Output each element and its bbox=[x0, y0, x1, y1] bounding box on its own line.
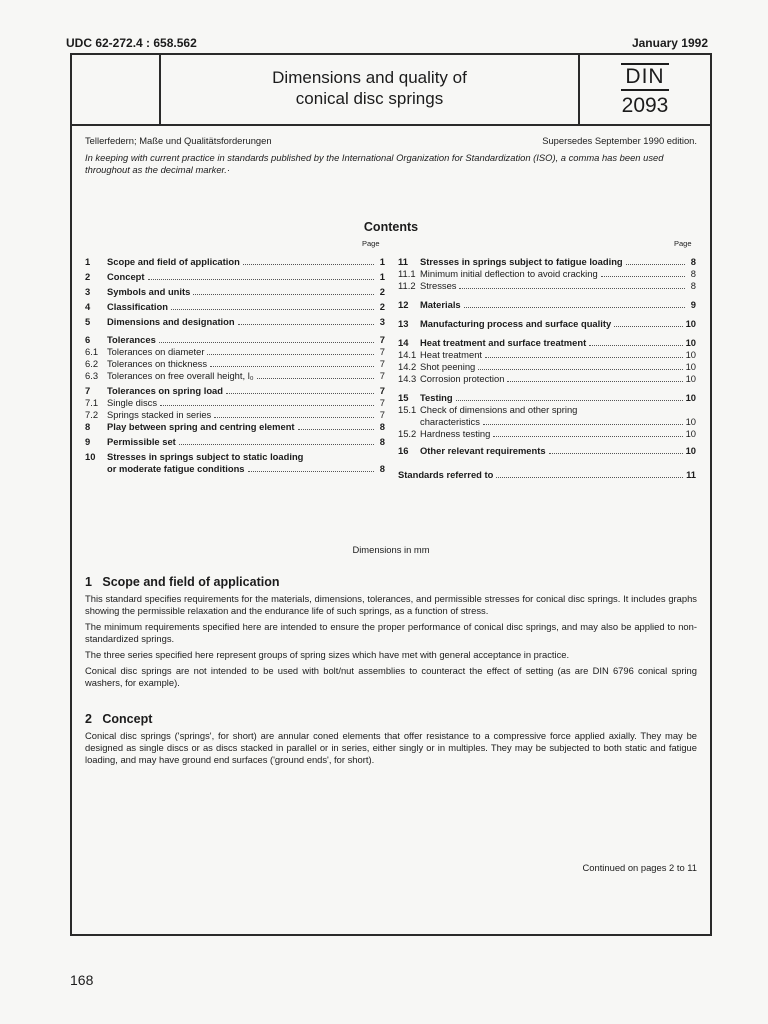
toc-num: 15.1 bbox=[398, 404, 417, 415]
toc-num: 14.2 bbox=[398, 361, 417, 372]
toc-item[interactable] bbox=[398, 337, 696, 349]
toc-num: 14.1 bbox=[398, 349, 417, 360]
toc-page: 10 bbox=[685, 337, 696, 348]
toc-right-column bbox=[398, 256, 696, 481]
page-column-label-right: Page bbox=[674, 239, 692, 248]
toc-page: 3 bbox=[379, 316, 385, 327]
toc-num: 10 bbox=[85, 451, 96, 462]
toc-text: Corrosion protection bbox=[420, 373, 505, 384]
section-1-paragraph: This standard specifies requirements for the materials, dimensions, tolerances, and permissible stresses for conical disc springs. It includes graphs showing the permissible relaxation and the endurance life of such springs, as a function of stress. bbox=[85, 593, 697, 616]
toc-page: 7 bbox=[379, 409, 385, 420]
toc-item[interactable] bbox=[85, 421, 385, 436]
toc-num: 6 bbox=[85, 334, 91, 345]
toc-item[interactable] bbox=[85, 316, 385, 331]
toc-text: Stresses in springs subject to static loading bbox=[107, 451, 304, 462]
dot-leader bbox=[493, 436, 682, 437]
toc-item[interactable] bbox=[85, 271, 385, 286]
section-1-paragraph: The three series specified here represent groups of spring sizes which have met with general acceptance in practice. bbox=[85, 649, 570, 660]
german-title: Tellerfedern; Maße und Qualitätsforderungen bbox=[85, 135, 272, 146]
dot-leader bbox=[601, 276, 685, 277]
toc-text: Dimensions and designation bbox=[107, 316, 235, 327]
toc-text: Springs stacked in series bbox=[107, 409, 212, 420]
dot-leader bbox=[483, 424, 683, 425]
dot-leader bbox=[159, 342, 374, 343]
contents-heading: Contents bbox=[363, 220, 419, 234]
toc-num: 7.1 bbox=[85, 397, 99, 408]
toc-num: 13 bbox=[398, 318, 409, 329]
toc-text: Manufacturing process and surface quality bbox=[420, 318, 612, 329]
dot-leader bbox=[248, 471, 374, 472]
toc-text: Heat treatment bbox=[420, 349, 483, 360]
toc-item[interactable] bbox=[398, 280, 696, 292]
issue-date: January 1992 bbox=[631, 36, 708, 50]
toc-page: 7 bbox=[379, 385, 385, 396]
toc-text: Tolerances on diameter bbox=[107, 346, 205, 357]
dot-leader bbox=[193, 294, 374, 295]
toc-text: Standards referred to bbox=[398, 469, 494, 480]
toc-text: Symbols and units bbox=[107, 286, 191, 297]
continued-note: Continued on pages 2 to 11 bbox=[582, 862, 697, 873]
dot-leader bbox=[298, 429, 374, 430]
toc-page: 1 bbox=[379, 256, 385, 267]
dot-leader bbox=[507, 381, 682, 382]
section-1-heading: 1 Scope and field of application bbox=[85, 575, 280, 589]
toc-item[interactable] bbox=[85, 334, 385, 346]
toc-item[interactable] bbox=[398, 256, 696, 268]
toc-text: Concept bbox=[107, 271, 145, 282]
toc-page: 7 bbox=[379, 334, 385, 345]
toc-item[interactable] bbox=[398, 469, 696, 481]
document-title bbox=[161, 67, 578, 109]
toc-page: 1 bbox=[379, 271, 385, 282]
toc-page: 10 bbox=[685, 373, 696, 384]
dot-leader bbox=[160, 405, 374, 406]
dot-leader bbox=[626, 264, 685, 265]
toc-num: 9 bbox=[85, 436, 91, 447]
toc-num: 11 bbox=[398, 256, 408, 267]
toc-num: 14.3 bbox=[398, 373, 417, 384]
standard-number: 2093 bbox=[621, 94, 669, 117]
toc-num: 5 bbox=[85, 316, 91, 327]
toc-page: 2 bbox=[379, 286, 385, 297]
toc-item[interactable] bbox=[398, 392, 696, 404]
toc-page: 8 bbox=[379, 436, 385, 447]
toc-text: or moderate fatigue conditions bbox=[107, 463, 245, 474]
toc-text: Shot peening bbox=[420, 361, 476, 372]
toc-page: 7 bbox=[379, 397, 385, 408]
toc-item[interactable] bbox=[398, 428, 696, 440]
section-2-paragraph: Conical disc springs ('springs', for short) are annular coned elements that offer resistance to a compressive force applied axially. They may be designed as single discs or as discs stacked in parallel or in series, either singly or in multiples. They may be subjected to both static and fatigue loading, and may have ground end surfaces ('ground ends', for short). bbox=[85, 730, 697, 765]
toc-text: Check of dimensions and other spring bbox=[420, 404, 578, 415]
toc-text: Permissible set bbox=[107, 436, 176, 447]
toc-text: Testing bbox=[420, 392, 453, 403]
dot-leader bbox=[148, 279, 375, 280]
toc-item[interactable] bbox=[398, 373, 696, 385]
dot-leader bbox=[464, 307, 685, 308]
section-2 bbox=[85, 712, 697, 770]
toc-text: Heat treatment and surface treatment bbox=[420, 337, 587, 348]
dot-leader bbox=[459, 288, 685, 289]
toc-page: 11 bbox=[686, 469, 696, 480]
section-2-heading: 2 Concept bbox=[85, 712, 153, 726]
toc-text: Play between spring and centring element bbox=[107, 421, 295, 432]
toc-item[interactable] bbox=[398, 349, 696, 361]
toc-num: 11.1 bbox=[398, 268, 416, 279]
toc-item[interactable] bbox=[85, 436, 385, 451]
toc-num: 6.3 bbox=[85, 370, 99, 381]
toc-num: 16 bbox=[398, 445, 409, 456]
toc-page: 8 bbox=[379, 463, 385, 474]
toc-num: 7 bbox=[85, 385, 91, 396]
toc-page: 10 bbox=[685, 349, 696, 360]
toc-page: 8 bbox=[690, 268, 696, 279]
toc-num: 12 bbox=[398, 299, 409, 310]
toc-item[interactable] bbox=[85, 451, 385, 463]
dot-leader bbox=[171, 309, 374, 310]
toc-num: 2 bbox=[85, 271, 91, 282]
section-1-paragraph: The minimum requirements specified here are intended to ensure the proper performance of conical disc springs, and may also be applied to non-standardized springs. bbox=[85, 621, 697, 644]
dot-leader bbox=[179, 444, 374, 445]
toc-item[interactable] bbox=[85, 256, 385, 271]
document-frame bbox=[70, 53, 712, 936]
toc-text: Tolerances on free overall height, l₀ bbox=[107, 370, 254, 381]
page-number: 168 bbox=[70, 972, 94, 988]
toc-page: 10 bbox=[685, 445, 696, 456]
toc-num: 1 bbox=[85, 256, 91, 267]
toc-item[interactable] bbox=[85, 301, 385, 316]
toc-item[interactable] bbox=[85, 385, 385, 397]
dot-leader bbox=[243, 264, 374, 265]
dot-leader bbox=[549, 453, 683, 454]
dot-leader bbox=[207, 354, 374, 355]
dimensions-note: Dimensions in mm bbox=[352, 544, 430, 555]
toc-text: Materials bbox=[420, 299, 461, 310]
toc-item[interactable] bbox=[85, 346, 385, 358]
toc-text: Other relevant requirements bbox=[420, 445, 546, 456]
section-1-paragraph: Conical disc springs are not intended to be used with bolt/nut assemblies to counteract the effect of setting (as are DIN 6796 conical spring washers, for example). bbox=[85, 665, 697, 688]
toc-num: 14 bbox=[398, 337, 409, 348]
toc-text: Classification bbox=[107, 301, 168, 312]
toc-page: 2 bbox=[379, 301, 385, 312]
toc-num: 7.2 bbox=[85, 409, 99, 420]
decimal-marker-note: In keeping with current practice in standards published by the International Organization for Standardization (ISO), a comma has been used throughout as the decimal marker.· bbox=[85, 152, 664, 175]
toc-text: Scope and field of application bbox=[107, 256, 240, 267]
toc-item[interactable] bbox=[85, 409, 385, 421]
toc-text: characteristics bbox=[420, 416, 480, 427]
udc-code: UDC 62-272.4 : 658.562 bbox=[66, 36, 197, 50]
toc-page: 8 bbox=[379, 421, 385, 432]
dot-leader bbox=[496, 477, 683, 478]
dot-leader bbox=[210, 366, 374, 367]
dot-leader bbox=[478, 369, 682, 370]
dot-leader bbox=[589, 345, 682, 346]
toc-text: Single discs bbox=[107, 397, 158, 408]
toc-page: 10 bbox=[685, 392, 696, 403]
toc-item[interactable] bbox=[85, 286, 385, 301]
toc-page: 10 bbox=[685, 428, 696, 439]
toc-num: 6.2 bbox=[85, 358, 99, 369]
dot-leader bbox=[226, 393, 374, 394]
section-1 bbox=[85, 575, 697, 693]
toc-num: 6.1 bbox=[85, 346, 99, 357]
toc-page: 7 bbox=[379, 370, 385, 381]
toc-item[interactable] bbox=[398, 361, 696, 373]
toc-item[interactable] bbox=[398, 416, 696, 428]
toc-num: 11.2 bbox=[398, 280, 416, 291]
toc-page: 7 bbox=[379, 346, 385, 357]
toc-num: 15.2 bbox=[398, 428, 417, 439]
page-column-label-left: Page bbox=[362, 239, 380, 248]
toc-item[interactable] bbox=[398, 404, 696, 416]
toc-num: 8 bbox=[85, 421, 91, 432]
toc-text: Hardness testing bbox=[420, 428, 491, 439]
toc-item[interactable] bbox=[85, 358, 385, 370]
toc-num: 15 bbox=[398, 392, 409, 403]
toc-item[interactable] bbox=[85, 370, 385, 382]
toc-item[interactable] bbox=[398, 318, 696, 330]
toc-text: Minimum initial deflection to avoid cracking bbox=[420, 268, 598, 279]
toc-num: 3 bbox=[85, 286, 91, 297]
toc-num: 4 bbox=[85, 301, 91, 312]
toc-text: Tolerances on thickness bbox=[107, 358, 208, 369]
dot-leader bbox=[485, 357, 683, 358]
toc-page: 10 bbox=[685, 361, 696, 372]
toc-page: 10 bbox=[685, 318, 696, 329]
title-line-2: conical disc springs bbox=[295, 89, 444, 108]
page-header bbox=[66, 36, 708, 50]
din-logo: DIN bbox=[621, 63, 668, 91]
dot-leader bbox=[257, 378, 374, 379]
toc-item[interactable] bbox=[398, 268, 696, 280]
toc-text: Tolerances on spring load bbox=[107, 385, 223, 396]
toc-page: 8 bbox=[690, 280, 696, 291]
toc-page: 8 bbox=[690, 256, 696, 267]
dot-leader bbox=[456, 400, 683, 401]
toc-left-column bbox=[85, 256, 385, 475]
dot-leader bbox=[238, 324, 374, 325]
toc-text: Stresses bbox=[420, 280, 457, 291]
toc-text: Stresses in springs subject to fatigue loading bbox=[420, 256, 623, 267]
title-line-1: Dimensions and quality of bbox=[272, 68, 467, 87]
dot-leader bbox=[614, 326, 682, 327]
toc-item[interactable] bbox=[398, 299, 696, 311]
toc-text: Tolerances bbox=[107, 334, 156, 345]
toc-item[interactable] bbox=[85, 463, 385, 475]
toc-item[interactable] bbox=[398, 445, 696, 457]
toc-page: 7 bbox=[379, 358, 385, 369]
toc-page: 10 bbox=[685, 416, 696, 427]
standard-id bbox=[580, 63, 710, 119]
toc-page: 9 bbox=[690, 299, 696, 310]
supersedes-note: Supersedes September 1990 edition. bbox=[542, 135, 697, 146]
dot-leader bbox=[214, 417, 374, 418]
toc-item[interactable] bbox=[85, 397, 385, 409]
